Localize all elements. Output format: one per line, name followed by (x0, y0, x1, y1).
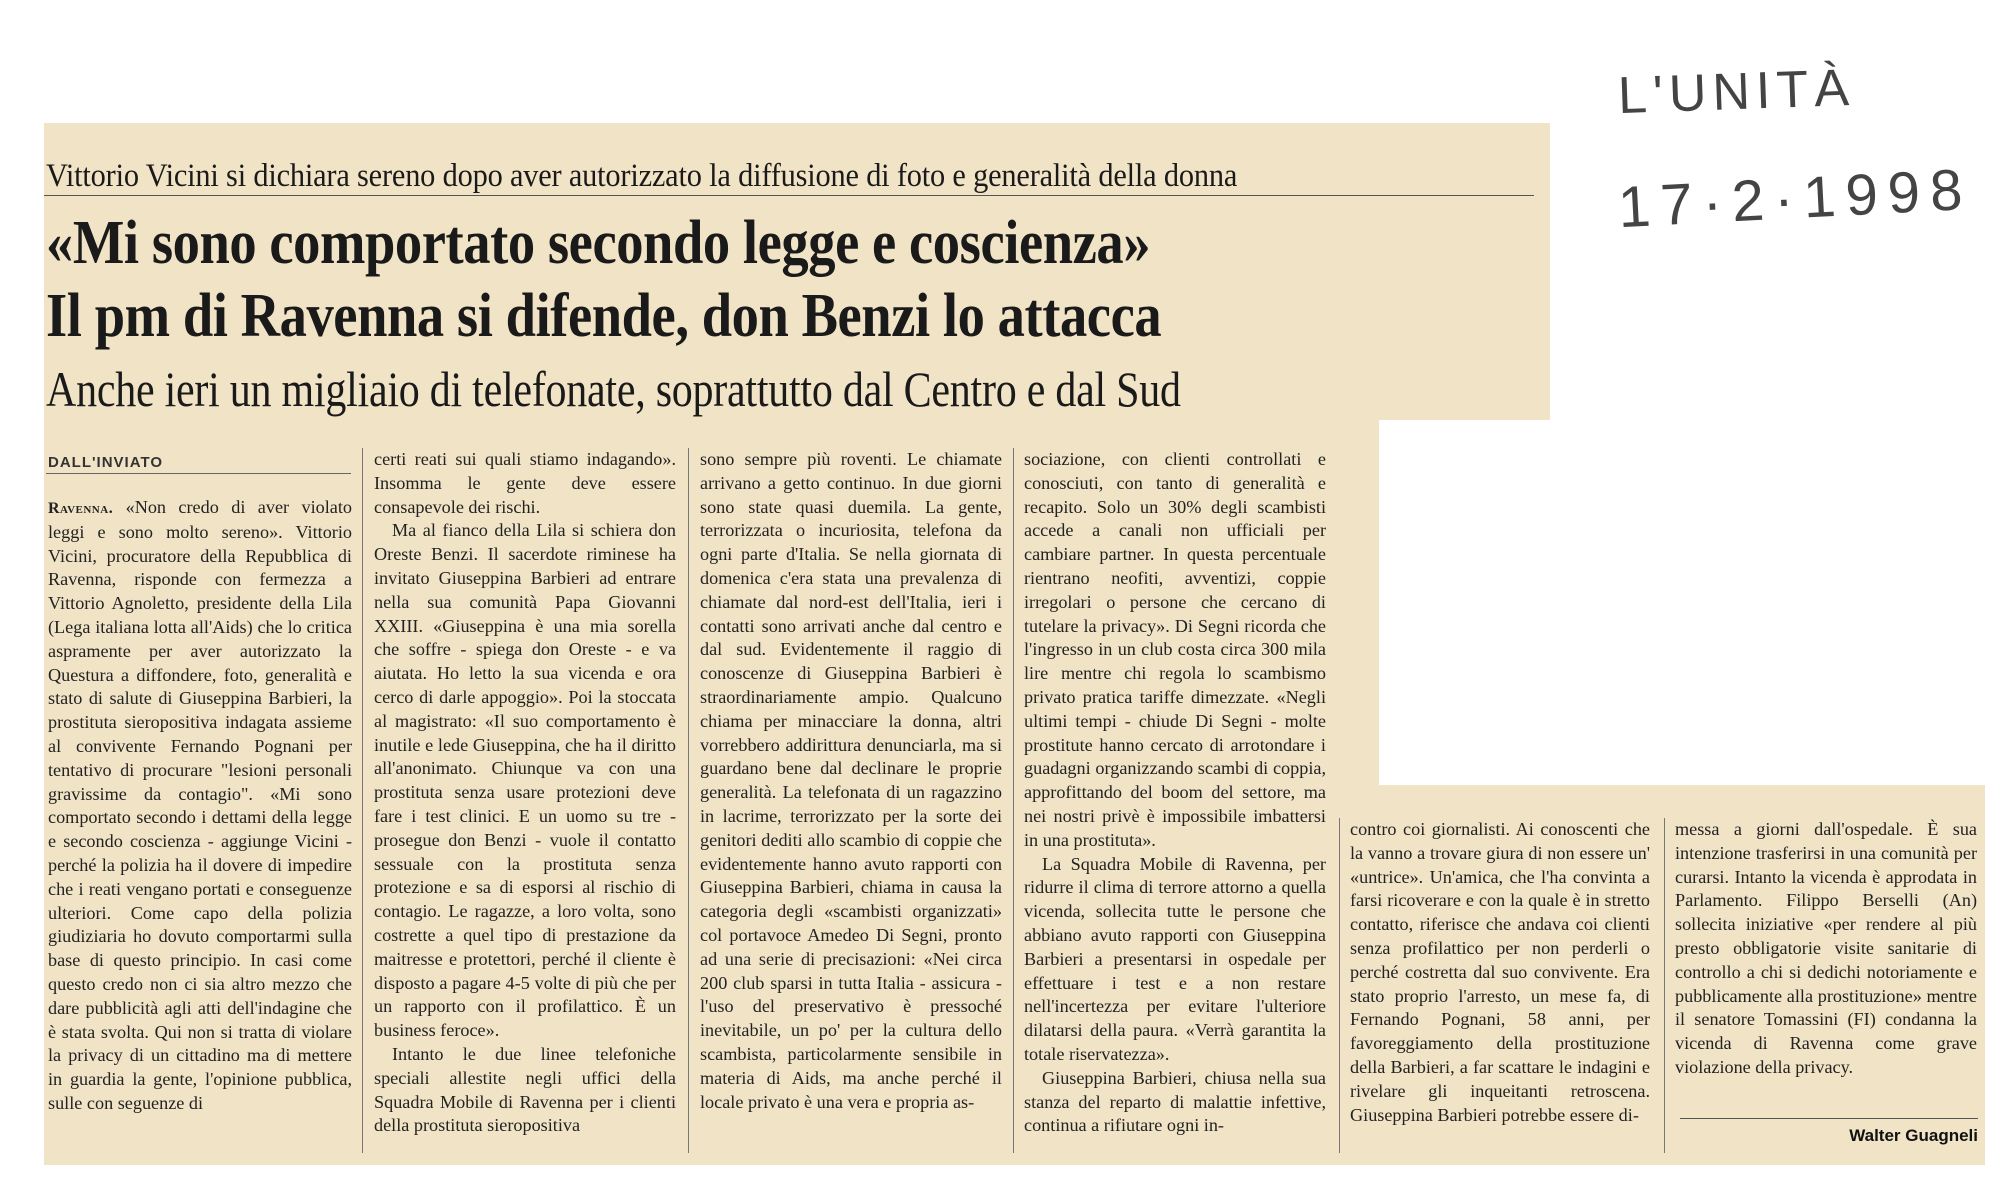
dateline: Ravenna. (48, 500, 114, 517)
kicker-rule (44, 195, 1534, 196)
paragraph (48, 496, 352, 1116)
paragraph: certi reati sui quali stiamo indagando». Insomma le gente deve essere consapevole dei rischi. (374, 449, 676, 517)
column-rule (1664, 818, 1665, 1153)
handwritten-newspaper-name: L'UNITÀ (1617, 58, 1856, 126)
byline-rule (46, 473, 351, 474)
paragraph: Ma al fianco della Lila si schiera don Oreste Benzi. Il sacerdote riminese ha invitato Giuseppina Barbieri ad entrare nella sua comunità Papa Giovanni XXIII. «Giuseppina è una mia sorella che soffre - spiega don Oreste - e va aiutata. Ho letto la sua vicenda e ora cerco di darle appoggio». Poi la stoccata al magistrato: «Il suo comportamento è inutile e lede Giuseppina, che ha il diritto all'anonimato. Chiunque va con una prostituta senza usare protezioni deve fare i test clinici. E un uomo su tre - prosegue don Benzi - vuole il contatto sessuale con la prostituta senza protezione e sa di esporsi al rischio di contagio. Le ragazze, a loro volta, sono costrette a quel tipo di prestazione da maitresse e protettori, perché il cliente è disposto a pagare 4-5 volte di più che per un rapporto con il profilattico. È un business feroce». (374, 520, 676, 1041)
article-column-5 (1350, 818, 1650, 1127)
article-column-1 (48, 496, 352, 1116)
column-rule (362, 448, 363, 1153)
article-column-6 (1675, 818, 1977, 1080)
byline-tag: DALL'INVIATO (48, 454, 164, 471)
headline-line-1: «Mi sono comportato secondo legge e coscienza» (46, 209, 1151, 277)
article-kicker: Vittorio Vicini si dichiara sereno dopo aver autorizzato la diffusione di foto e generalità della donna (46, 158, 1238, 194)
paragraph: sono sempre più roventi. Le chiamate arrivano a getto continuo. In due giorni sono state quasi duemila. La gente, terrorizzata o incuriosita, telefona da ogni parte d'Italia. Se nella giornata di domenica c'era stata una prevalenza di chiamate dal nord-est dell'Italia, ieri i contatti sono arrivati anche dal centro e dal sud. Evidentemente il raggio di conoscenze di Giuseppina Barbieri è straordinariamente ampio. Qualcuno chiama per minacciare la donna, altri vorrebbero addirittura denunciarla, ma si guardano bene dal declinare le proprie generalità. La telefonata di un ragazzino in lacrime, terrorizzato per la sorte dei genitori dediti allo scambio di coppie che evidentemente hanno avuto rapporti con Giuseppina Barbieri, chiama in causa la categoria degli «scambisti organizzati» col portavoce Amedeo Di Segni, pronto ad una serie di precisazioni: «Nei circa 200 club sparsi in tutta Italia - assicura - l'uso del preservativo è pressoché inevitabile, un po' per la cultura dello scambista, particolarmente sensibile in materia di Aids, ma anche perché il locale privato è una vera e propria as- (700, 449, 1002, 1112)
paragraph: sociazione, con clienti controllati e conosciuti, con tanto di generalità e recapito. Solo un 30% degli scambisti accede a canali non ufficiali per cambiare partner. In questa percentuale rientrano neofiti, avventizi, coppie irregolari o persone che cercano di tutelare la privacy». Di Segni ricorda che l'ingresso in un club costa circa 300 mila lire mentre chi regola lo scambismo privato pratica tariffe dimezzate. «Negli ultimi tempi - chiude Di Segni - molte prostitute hanno cercato di arrotondare i guadagni organizzando scambi di coppia, approfittando del boom del settore, ma nei nostri privè è impossibile imbattersi in una prostituta». (1024, 449, 1326, 850)
headline-line-2: Il pm di Ravenna si difende, don Benzi lo attacca (46, 282, 1162, 350)
column-rule (1013, 448, 1014, 1153)
article-column-2 (374, 448, 676, 1138)
signature-rule (1680, 1118, 1978, 1119)
author-signature: Walter Guagneli (1849, 1126, 1978, 1145)
paragraph: messa a giorni dall'ospedale. È sua intenzione trasferirsi in una comunità per curarsi. Intanto la vicenda è approdata in Parlamento. Filippo Berselli (An) sollecita iniziative «per rendere al più presto obbligatorie visite sanitarie di controllo a chi si dedichi notoriamente e pubblicamente alla prostituzione» mentre il senatore Tomassini (FI) condanna la vicenda di Ravenna come grave violazione della privacy. (1675, 819, 1977, 1077)
handwritten-date: 17·2·1998 (1616, 156, 1974, 241)
paragraph: Intanto le due linee telefoniche speciali allestite negli uffici della Squadra Mobile di Ravenna per i clienti della prostituta sieropositiva (374, 1043, 676, 1136)
paragraph: contro coi giornalisti. Ai conoscenti che la vanno a trovare giura di non essere un' «untrice». Un'amica, che l'ha convinta a farsi ricoverare e con la quale è in stretto contatto, riferisce che andava coi clienti senza profilattico per non perderli o perché costretta dal suo convivente. Era stato proprio l'arresto, un mese fa, di Fernando Pognani, 58 anni, per favoreggiamento della prostituzione della Barbieri, a far scattare le indagini e rivelare gli inqueitanti retroscena. Giuseppina Barbieri potrebbe essere di- (1350, 819, 1650, 1125)
paragraph-text: «Non credo di aver violato leggi e sono molto sereno». Vittorio Vicini, procuratore della Repubblica di Ravenna, risponde con fermezza a Vittorio Agnoletto, presidente della Lila (Lega italiana lotta all'Aids) che lo critica aspramente per aver autorizzato la Questura a diffondere, foto, generalità e stato di salute di Giuseppina Barbieri, la prostituta sieropositiva indagata assieme al convivente Fernando Pognani per tentativo di procurare "lesioni personali gravissime da contagio". «Mi sono comportato secondo i dettami della legge e secondo coscienza - aggiunge Vicini - perché la polizia ha il dovere di impedire che i reati vengano portati e conseguenze ulteriori. Come capo della polizia giudiziaria ho dovuto comportarmi sulla base di questo principio. In casi come questo credo non ci sia altro mezzo che dare pubblicità agli atti dell'indagine che è stata svolta. Qui non si tratta di violare la privacy di un cittadino ma di mettere in guardia la gente, l'opinione pubblica, sulle con seguenze di (48, 497, 352, 1113)
article-column-4 (1024, 448, 1326, 1138)
paragraph: La Squadra Mobile di Ravenna, per ridurre il clima di terrore attorno a quella vicenda, sollecita tutte le persone che abbiano avuto rapporti con Giuseppina Barbieri a presentarsi in ospedale per effettuare i test e a non restare nell'incertezza per evitare l'ulteriore dilatarsi della paura. «Verrà garantita la totale riservatezza». (1024, 853, 1326, 1064)
subheadline: Anche ieri un migliaio di telefonate, soprattutto dal Centro e dal Sud (46, 361, 1181, 417)
paragraph: Giuseppina Barbieri, chiusa nella sua stanza del reparto di malattie infettive, continua a rifiutare ogni in- (1024, 1067, 1326, 1136)
column-rule (688, 448, 689, 1153)
article-column-3 (700, 448, 1002, 1114)
column-rule (1339, 818, 1340, 1153)
